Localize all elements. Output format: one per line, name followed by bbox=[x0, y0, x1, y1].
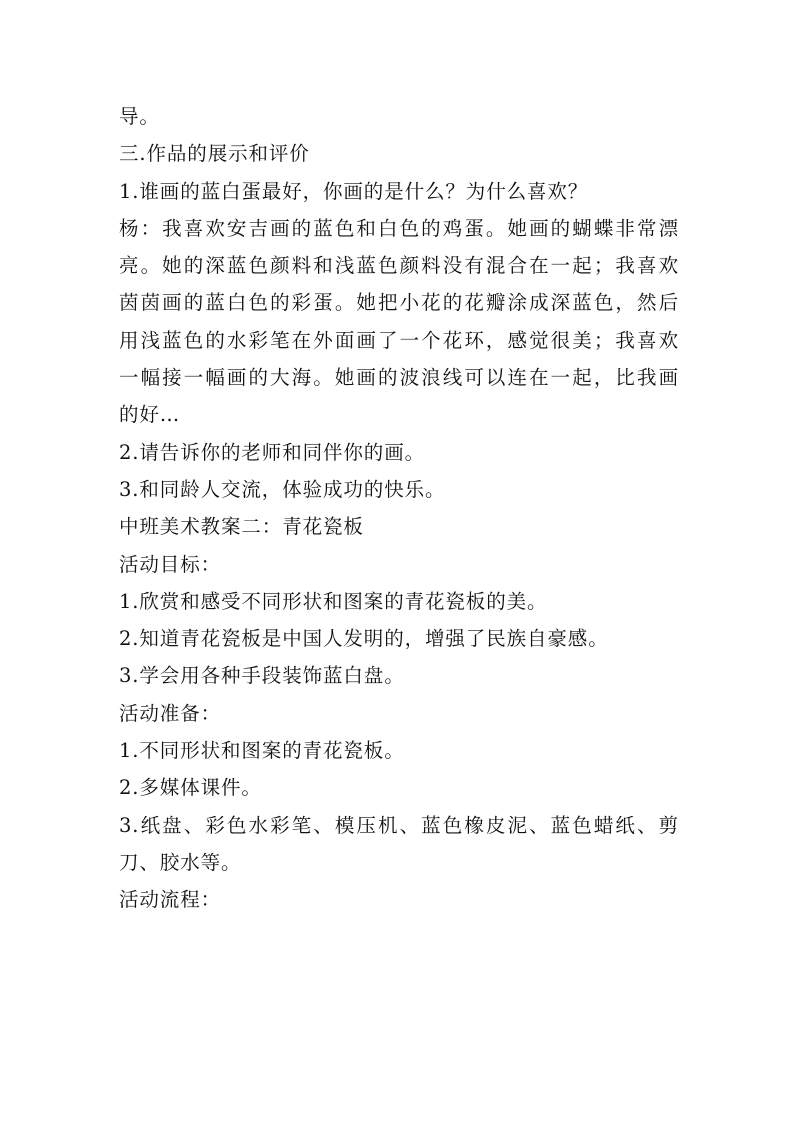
text-line: 1.欣赏和感受不同形状和图案的青花瓷板的美。 bbox=[119, 589, 548, 613]
text-line: 用浅蓝色的水彩笔在外面画了一个花环，感觉很美；我喜欢 bbox=[119, 328, 679, 352]
text-line: 3.和同龄人交流，体验成功的快乐。 bbox=[119, 477, 446, 501]
text-line: 1.不同形状和图案的青花瓷板。 bbox=[119, 739, 405, 763]
text-line: 杨：我喜欢安吉画的蓝色和白色的鸡蛋。她画的蝴蝶非常漂 bbox=[119, 216, 679, 240]
text-line: 亮。她的深蓝色颜料和浅蓝色颜料没有混合在一起；我喜欢 bbox=[119, 254, 679, 278]
text-line: 2.知道青花瓷板是中国人发明的，增强了民族自豪感。 bbox=[119, 627, 609, 651]
text-line: 3.纸盘、彩色水彩笔、模压机、蓝色橡皮泥、蓝色蜡纸、剪 bbox=[119, 813, 679, 837]
text-line: 2.请告诉你的老师和同伴你的画。 bbox=[119, 440, 426, 464]
text-line: 1.谁画的蓝白蛋最好，你画的是什么？为什么喜欢？ bbox=[119, 179, 589, 203]
section-heading: 三.作品的展示和评价 bbox=[119, 142, 310, 166]
text-line: 2.多媒体课件。 bbox=[119, 776, 262, 800]
lesson-title: 中班美术教案二：青花瓷板 bbox=[119, 515, 364, 539]
text-line: 刀、胶水等。 bbox=[119, 850, 242, 874]
text-line: 茵茵画的蓝白色的彩蛋。她把小花的花瓣涂成深蓝色，然后 bbox=[119, 291, 679, 315]
subheading-goals: 活动目标： bbox=[119, 552, 222, 576]
subheading-process: 活动流程： bbox=[119, 888, 222, 912]
text-line: 一幅接一幅画的大海。她画的波浪线可以连在一起，比我画 bbox=[119, 366, 679, 390]
text-line: 的好… bbox=[119, 403, 181, 427]
text-line: 3.学会用各种手段装饰蓝白盘。 bbox=[119, 664, 405, 688]
text-line: 导。 bbox=[119, 105, 160, 128]
subheading-preparation: 活动准备： bbox=[119, 701, 222, 725]
document-body bbox=[119, 98, 679, 919]
